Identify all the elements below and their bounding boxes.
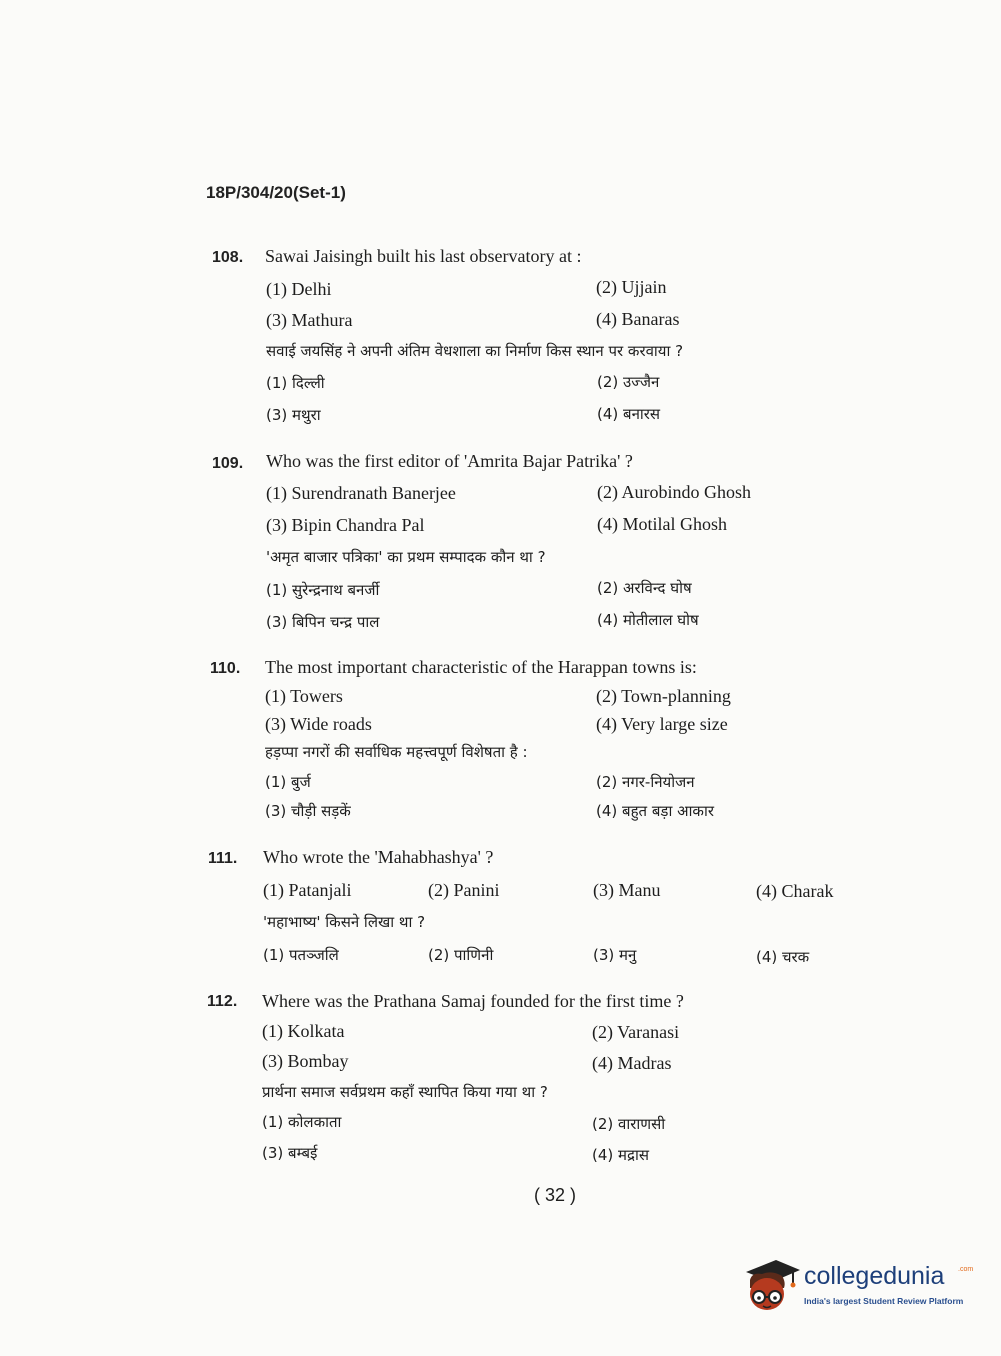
question-text-hi: 'अमृत बाजार पत्रिका' का प्रथम सम्पादक कौन था ?: [266, 548, 546, 566]
brand-tagline: India's largest Student Review Platform: [804, 1296, 964, 1306]
question-text-en: Who was the first editor of 'Amrita Bajar Patrika' ?: [266, 451, 633, 471]
question-number: 109.: [212, 455, 244, 472]
option-hi: (1) कोलकाता: [262, 1113, 342, 1131]
option-hi: (2) वाराणसी: [592, 1115, 666, 1133]
option-hi: (3) बिपिन चन्द्र पाल: [266, 613, 380, 631]
question-text-hi: सवाई जयसिंह ने अपनी अंतिम वेधशाला का निर्माण किस स्थान पर करवाया ?: [266, 342, 684, 360]
option-hi: (4) मोतीलाल घोष: [597, 611, 699, 629]
option-hi: (4) चरक: [756, 948, 810, 966]
option-en: (1) Patanjali: [263, 880, 352, 900]
option-en: (1) Kolkata: [262, 1021, 345, 1041]
question-number: 112.: [207, 993, 238, 1010]
question-text-en: The most important characteristic of the Harappan towns is:: [265, 657, 697, 677]
option-en: (2) Aurobindo Ghosh: [597, 482, 751, 502]
option-en: (4) Motilal Ghosh: [597, 514, 727, 534]
option-hi: (4) बहुत बड़ा आकार: [596, 802, 714, 820]
question-text-en: Sawai Jaisingh built his last observatory at :: [265, 246, 582, 266]
question-text-en: Where was the Prathana Samaj founded for the first time ?: [262, 991, 684, 1011]
option-en: (1) Delhi: [266, 279, 332, 299]
option-en: (1) Surendranath Banerjee: [266, 483, 456, 503]
option-en: (3) Manu: [593, 880, 661, 900]
option-en: (2) Panini: [428, 880, 500, 900]
option-hi: (3) चौड़ी सड़कें: [265, 802, 351, 820]
option-hi: (1) पतञ्जलि: [263, 946, 339, 964]
option-hi: (1) दिल्ली: [266, 374, 325, 392]
option-hi: (2) उज्जैन: [597, 373, 660, 391]
question-text-hi: हड़प्पा नगरों की सर्वाधिक महत्त्वपूर्ण विशेषता है :: [265, 743, 528, 761]
question-text-hi: 'महाभाष्य' किसने लिखा था ?: [263, 913, 426, 931]
option-hi: (2) नगर-नियोजन: [596, 773, 695, 791]
option-en: (3) Wide roads: [265, 714, 372, 734]
question-number: 110.: [210, 660, 241, 677]
page-number: ( 32 ): [534, 1185, 577, 1205]
mascot-icon: [742, 1248, 802, 1318]
option-en: (4) Madras: [592, 1053, 672, 1073]
option-hi: (4) बनारस: [597, 405, 661, 423]
option-en: (3) Mathura: [266, 310, 353, 330]
brand-domain: .com: [958, 1266, 974, 1273]
option-en: (4) Banaras: [596, 309, 680, 329]
option-en: (2) Varanasi: [592, 1022, 680, 1042]
brand-name: collegedunia: [804, 1262, 945, 1290]
option-hi: (3) मथुरा: [266, 406, 321, 424]
option-en: (2) Town-planning: [596, 686, 731, 706]
question-text-en: Who wrote the 'Mahabhashya' ?: [263, 847, 494, 867]
option-en: (2) Ujjain: [596, 277, 667, 297]
question-number: 108.: [212, 249, 244, 266]
option-hi: (4) मद्रास: [592, 1146, 649, 1164]
option-hi: (2) पाणिनी: [428, 946, 494, 964]
question-text-hi: प्रार्थना समाज सर्वप्रथम कहाँ स्थापित किया गया था ?: [262, 1083, 548, 1101]
option-hi: (3) बम्बई: [262, 1144, 318, 1162]
option-en: (3) Bombay: [262, 1051, 349, 1071]
option-hi: (1) बुर्ज: [265, 773, 311, 791]
collegedunia-watermark: [742, 1248, 972, 1318]
option-en: (4) Very large size: [596, 714, 728, 734]
option-en: (3) Bipin Chandra Pal: [266, 515, 425, 535]
option-hi: (3) मनु: [593, 946, 637, 964]
option-en: (4) Charak: [756, 881, 834, 901]
question-number: 111.: [208, 850, 238, 867]
option-en: (1) Towers: [265, 686, 343, 706]
option-hi: (2) अरविन्द घोष: [597, 579, 692, 597]
option-hi: (1) सुरेन्द्रनाथ बनर्जी: [266, 581, 380, 599]
paper-code: 18P/304/20(Set-1): [206, 183, 346, 202]
